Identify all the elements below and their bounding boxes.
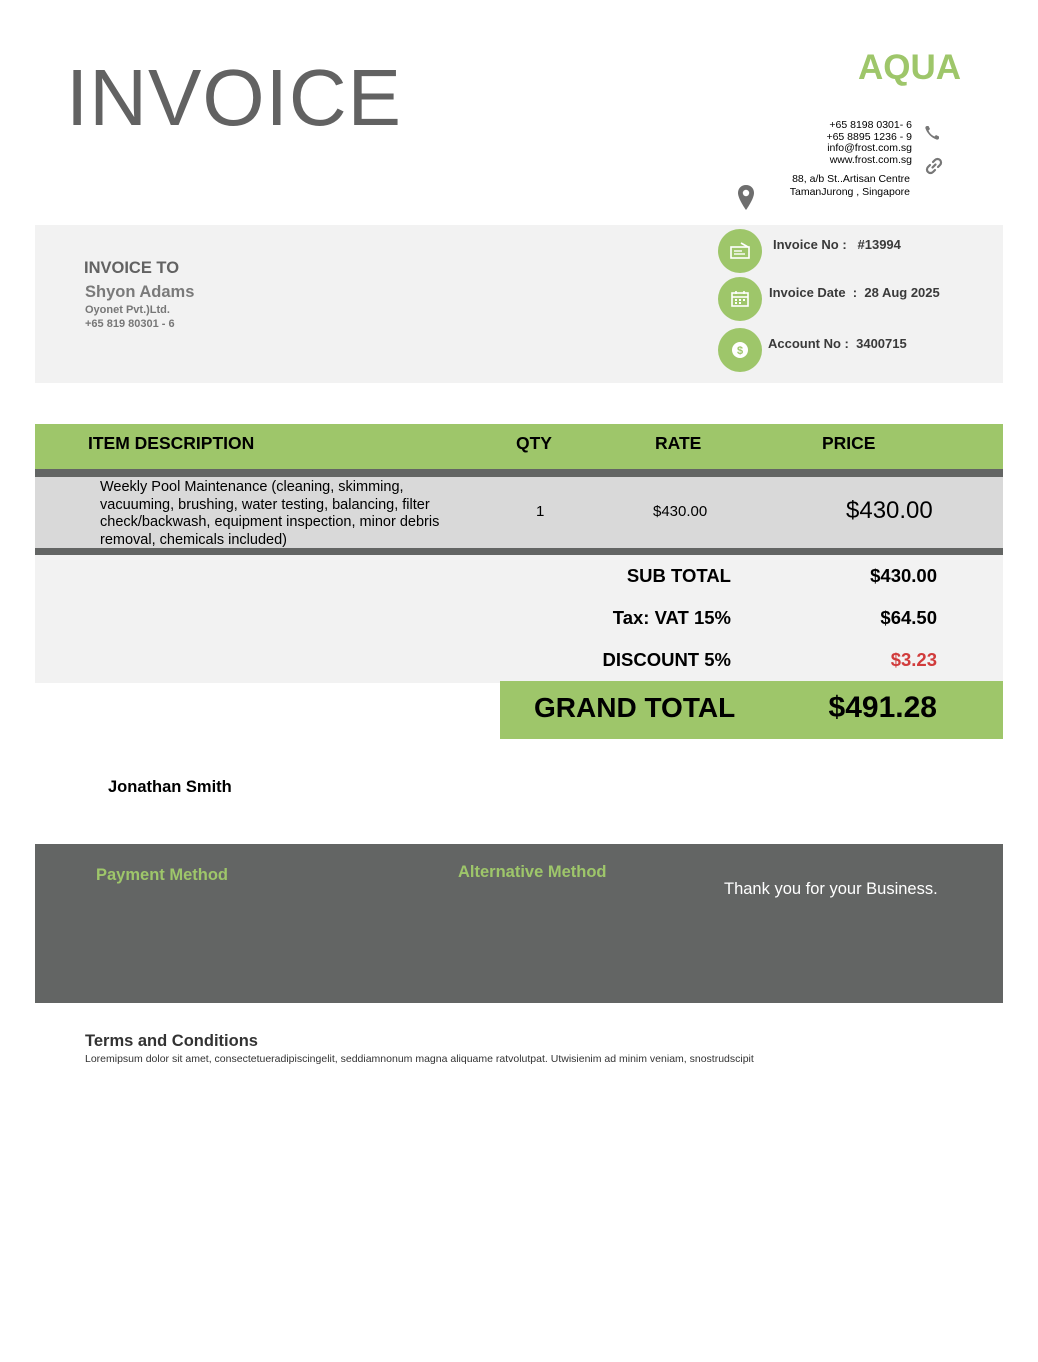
- brand-logo-text: AQUA: [858, 48, 962, 87]
- item-qty: 1: [536, 503, 545, 520]
- signer-name: Jonathan Smith: [108, 778, 232, 796]
- calendar-icon-badge: [718, 277, 762, 321]
- customer-phone: +65 819 80301 - 6: [85, 318, 175, 330]
- location-pin-icon: [736, 184, 756, 211]
- customer-company: Oyonet Pvt.)Ltd.: [85, 304, 170, 316]
- invoice-to-heading: INVOICE TO: [84, 259, 180, 277]
- alternative-method-heading: Alternative Method: [458, 863, 607, 881]
- item-description: Weekly Pool Maintenance (cleaning, skimming, vacuuming, brushing, water testing, balancing, filter check/backwash, equipment inspection, minor debris removal, chemicals included): [100, 479, 440, 548]
- item-rate: $430.00: [653, 503, 708, 520]
- customer-name: Shyon Adams: [85, 283, 195, 301]
- email: info@frost.com.sg: [827, 142, 912, 154]
- header-rate: RATE: [655, 433, 702, 453]
- terms-text: Loremipsum dolor sit amet, consectetueradipiscingelit, seddiamnonum magna aliquame ratvolutpat. Utwisienim ad minim veniam, snostrudscipit: [85, 1053, 754, 1065]
- account-number: Account No : 3400715: [768, 336, 907, 351]
- payment-method-heading: Payment Method: [96, 866, 229, 884]
- phone-1: +65 8198 0301- 6: [829, 119, 912, 131]
- tax-value: $64.50: [880, 607, 937, 628]
- invoice-date: Invoice Date : 28 Aug 2025: [769, 285, 940, 300]
- tax-label: Tax: VAT 15%: [612, 607, 731, 628]
- thank-you-note: Thank you for your Business.: [724, 880, 938, 898]
- link-icon: [924, 156, 944, 176]
- address-line-2: TamanJurong , Singapore: [789, 185, 910, 198]
- dollar-coin-icon: [730, 340, 750, 360]
- discount-value: $3.23: [890, 649, 937, 670]
- invoice-number: Invoice No : #13994: [773, 237, 901, 252]
- grand-total-label: GRAND TOTAL: [534, 692, 736, 723]
- header-qty: QTY: [516, 433, 552, 453]
- invoice-title: INVOICE: [66, 53, 402, 142]
- phone-2: +65 8895 1236 - 9: [826, 130, 912, 143]
- row-divider-bottom: [35, 548, 1003, 555]
- svg-text:$: $: [736, 345, 744, 357]
- grand-total-value: $491.28: [828, 691, 937, 724]
- item-price: $430.00: [846, 497, 933, 524]
- subtotal-value: $430.00: [870, 565, 937, 586]
- receipt-icon-badge: [718, 229, 762, 273]
- header-description: ITEM DESCRIPTION: [88, 433, 255, 453]
- totals-band: [35, 555, 1003, 683]
- calendar-icon: [730, 290, 750, 308]
- contact-block: [826, 120, 912, 166]
- row-divider-top: [35, 469, 1003, 477]
- header-price: PRICE: [822, 433, 876, 453]
- subtotal-label: SUB TOTAL: [626, 565, 731, 586]
- dollar-icon-badge: [718, 328, 762, 372]
- discount-label: DISCOUNT 5%: [602, 649, 731, 670]
- website: www.frost.com.sg: [829, 153, 912, 166]
- phone-icon: [922, 123, 942, 143]
- address-block: [790, 173, 910, 198]
- terms-title: Terms and Conditions: [85, 1032, 258, 1050]
- receipt-icon: [729, 241, 751, 261]
- address-line-1: 88, a/b St..Artisan Centre: [792, 173, 910, 185]
